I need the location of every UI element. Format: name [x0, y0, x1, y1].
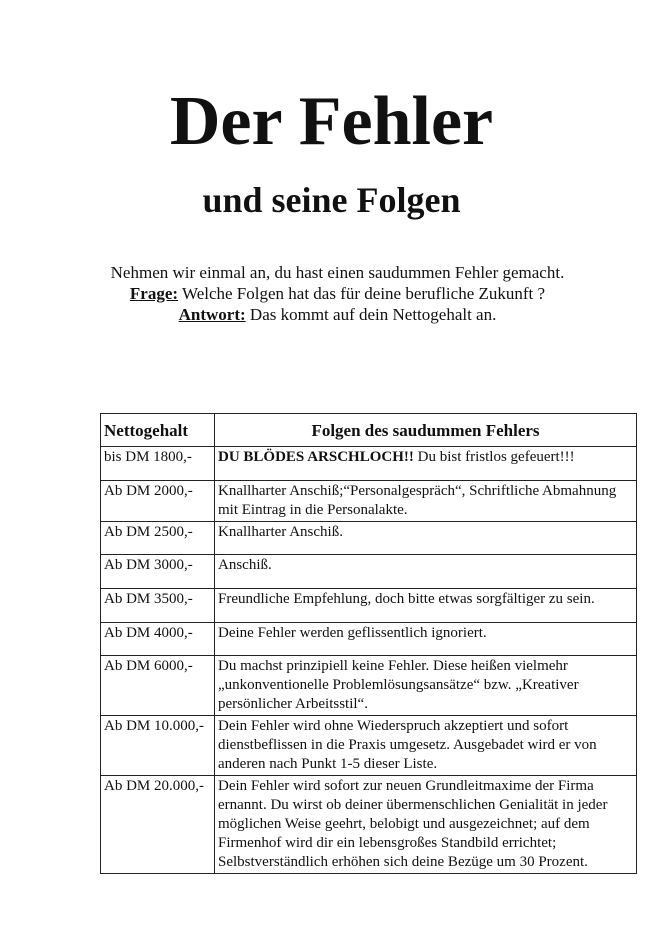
consequence-cell: Knallharter Anschiß;“Personalgespräch“, Schriftliche Abmahnung mit Eintrag in die Personalakte.: [215, 481, 637, 522]
header-salary: Nettogehalt: [101, 414, 215, 447]
question-label: Frage:: [129, 284, 179, 303]
salary-cell: Ab DM 2000,-: [101, 481, 215, 522]
table-row: [101, 555, 637, 589]
consequence-text: Du bist fristlos gefeuert!!!: [413, 449, 575, 465]
consequence-cell: Anschiß.: [215, 555, 637, 589]
table-header-row: [101, 414, 637, 447]
table-row: [101, 716, 637, 776]
salary-cell: bis DM 1800,-: [101, 447, 215, 481]
intro-line: Nehmen wir einmal an, du hast einen saudummen Fehler gemacht.: [110, 263, 565, 282]
consequence-cell: Du machst prinzipiell keine Fehler. Diese heißen vielmehr „unkonventionelle Problemlösungsansätze“ bzw. „Kreativer persönlicher Arbeitsstil“.: [215, 656, 637, 716]
table-row: [101, 656, 637, 716]
salary-cell: Ab DM 4000,-: [101, 623, 215, 656]
consequence-cell: Dein Fehler wird ohne Wiederspruch akzeptiert und sofort dienstbeflissen in die Praxis umgesetz. Ausgebadet wird er von anderen nach Punkt 1-5 dieser Liste.: [215, 716, 637, 776]
page-subtitle: und seine Folgen: [202, 180, 461, 220]
salary-cell: Ab DM 10.000,-: [101, 716, 215, 776]
table-row: [101, 481, 637, 522]
table-row: [101, 522, 637, 555]
question-line: [110, 283, 565, 304]
consequence-cell: Deine Fehler werden geflissentlich ignoriert.: [215, 623, 637, 656]
salary-cell: Ab DM 3000,-: [101, 555, 215, 589]
salary-cell: Ab DM 6000,-: [101, 656, 215, 716]
salary-cell: Ab DM 20.000,-: [101, 776, 215, 874]
consequence-cell: Freundliche Empfehlung, doch bitte etwas sorgfältiger zu sein.: [215, 589, 637, 623]
answer-label: Antwort:: [178, 305, 246, 324]
table-row: [101, 447, 637, 481]
consequences-table: [100, 413, 637, 874]
consequence-cell: Dein Fehler wird sofort zur neuen Grundleitmaxime der Firma ernannt. Du wirst ob deiner übermenschlichen Genialität in jeder möglichen Weise geehrt, belobigt und ausgezeichnet; auf dem Firmenhof wird dir ein lebensgroßes Standbild errichtet; Selbstverständlich erhöhen sich deine Bezüge um 30 Prozent.: [215, 776, 637, 874]
question-text: Welche Folgen hat das für deine berufliche Zukunft ?: [178, 284, 546, 303]
consequence-cell: [215, 447, 637, 481]
header-consequences: Folgen des saudummen Fehlers: [215, 414, 637, 447]
table-row: [101, 623, 637, 656]
consequence-bold: DU BLÖDES ARSCHLOCH!!: [218, 449, 414, 465]
table-row: [101, 589, 637, 623]
page-title: Der Fehler: [169, 83, 494, 160]
consequence-cell: Knallharter Anschiß.: [215, 522, 637, 555]
table-row: [101, 776, 637, 874]
intro-text: [110, 262, 565, 325]
salary-cell: Ab DM 2500,-: [101, 522, 215, 555]
answer-line: [110, 304, 565, 325]
answer-text: Das kommt auf dein Nettogehalt an.: [245, 305, 497, 324]
salary-cell: Ab DM 3500,-: [101, 589, 215, 623]
